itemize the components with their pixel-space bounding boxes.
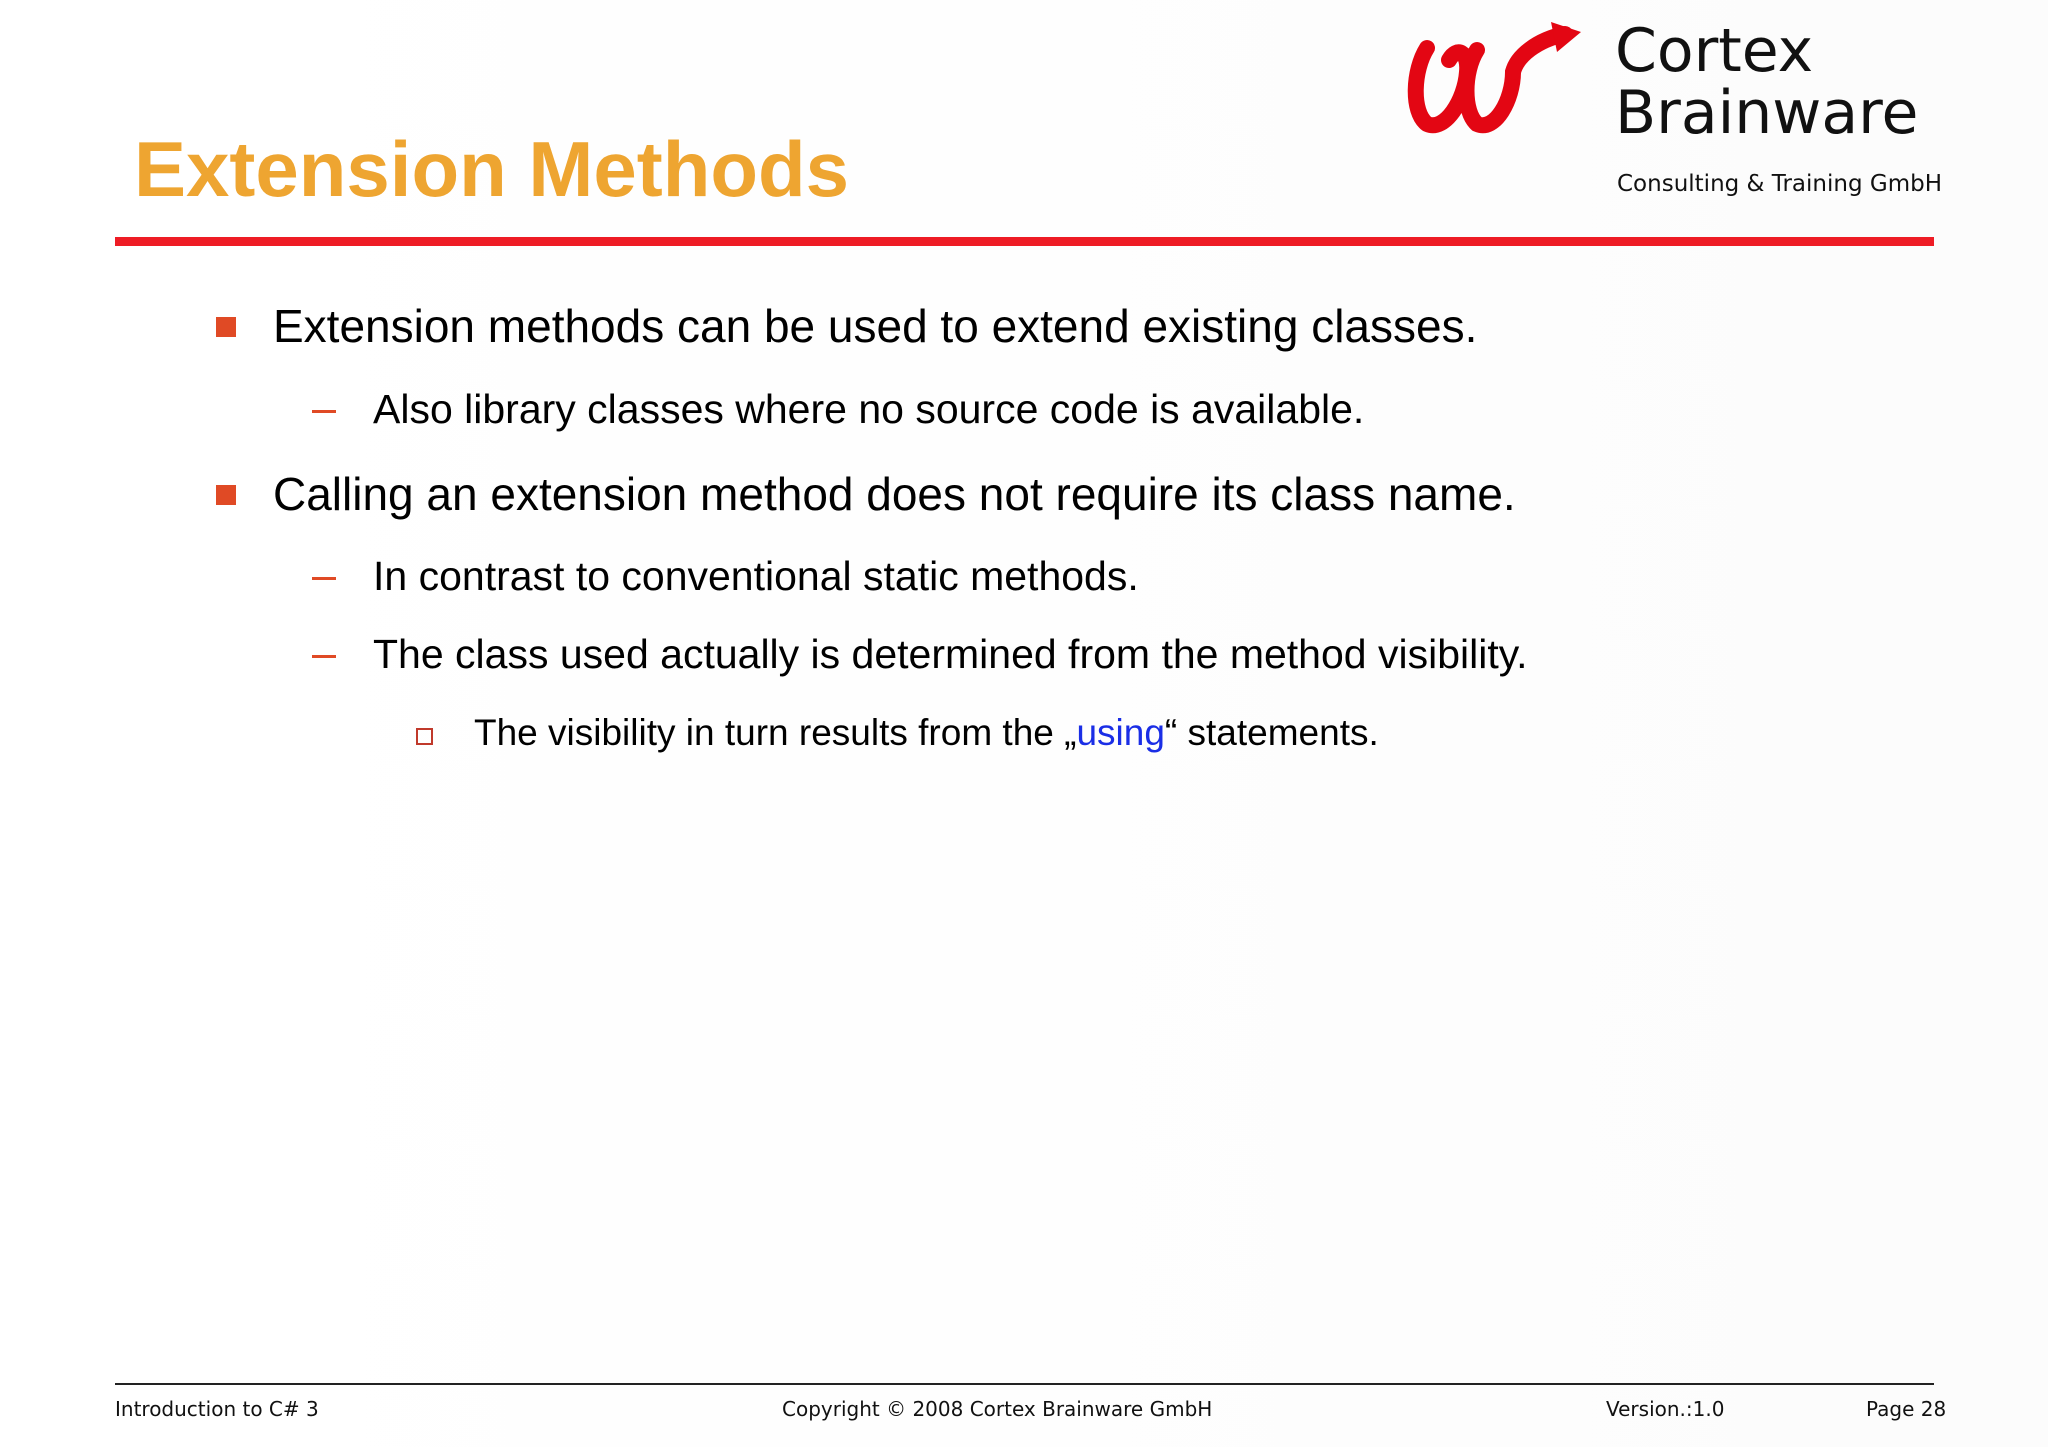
footer-course-title: Introduction to C# 3 xyxy=(115,1397,319,1421)
cortex-brainware-logo-mark-icon xyxy=(1405,20,1585,150)
logo-name-line2: Brainware xyxy=(1615,78,1919,148)
bullet-item-2-2: The class used actually is determined from the method visibility. xyxy=(373,631,1528,677)
footer-copyright: Copyright © 2008 Cortex Brainware GmbH xyxy=(782,1397,1213,1421)
dash-bullet-icon xyxy=(312,577,336,580)
footer-version: Version.:1.0 xyxy=(1606,1397,1725,1421)
bullet-item-2-2-1 xyxy=(474,711,1379,755)
square-bullet-icon xyxy=(216,317,236,337)
bullet-item-2-2-1-text-before: The visibility in turn results from the „ xyxy=(474,712,1077,753)
logo-name-line1: Cortex xyxy=(1615,16,1814,86)
dash-bullet-icon xyxy=(312,655,336,658)
square-bullet-icon xyxy=(216,485,236,505)
footer-page-number: Page 28 xyxy=(1866,1397,1947,1421)
bullet-item-2-1: In contrast to conventional static methods. xyxy=(373,553,1139,599)
logo-company-name xyxy=(1615,16,1919,148)
bullet-item-1: Extension methods can be used to extend existing classes. xyxy=(273,300,1478,352)
slide-title: Extension Methods xyxy=(134,125,850,213)
logo-tagline: Consulting & Training GmbH xyxy=(1617,171,1942,197)
footer-divider xyxy=(115,1383,1934,1385)
bullet-item-2: Calling an extension method does not require its class name. xyxy=(273,468,1516,520)
bullet-item-1-1: Also library classes where no source code is available. xyxy=(373,386,1365,432)
dash-bullet-icon xyxy=(312,410,336,413)
bullet-item-2-2-1-text-after: “ statements. xyxy=(1164,712,1379,753)
cortex-brainware-logo xyxy=(1405,16,1945,210)
hollow-square-bullet-icon xyxy=(416,728,433,745)
using-keyword: using xyxy=(1076,712,1165,753)
title-divider xyxy=(115,237,1934,246)
